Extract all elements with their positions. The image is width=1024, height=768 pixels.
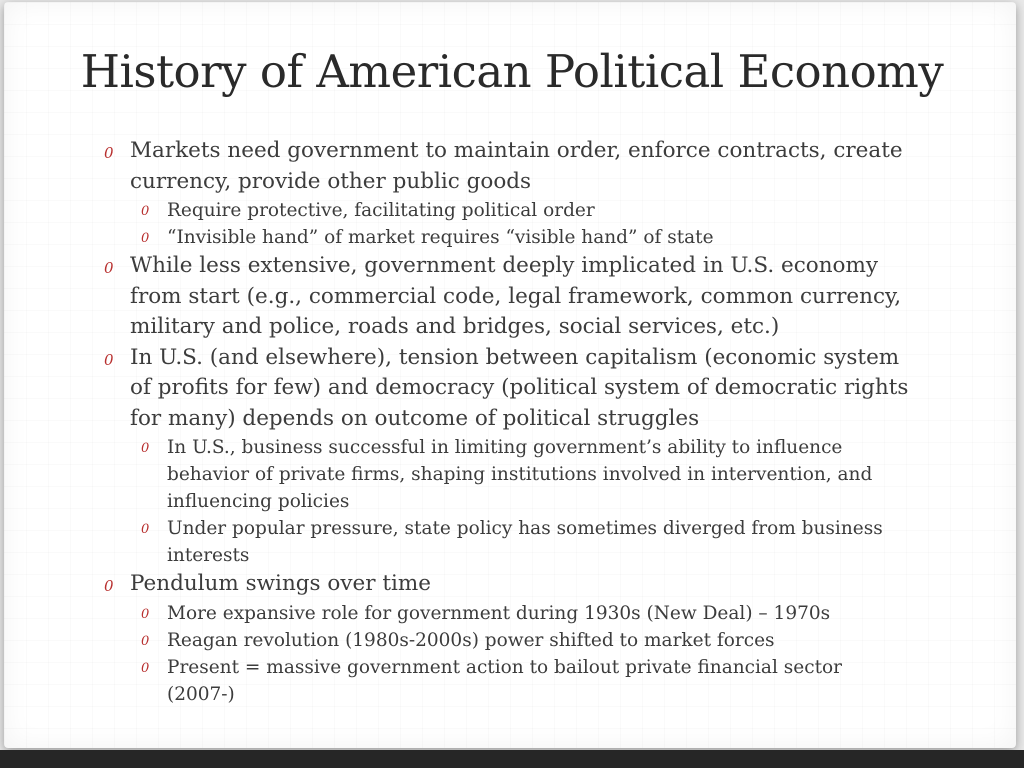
- bullet-icon: 0: [104, 144, 114, 162]
- bullet-text: While less extensive, government deeply implicated in U.S. economy from start (e.g., commercial code, legal framework, common currency, military and police, roads and bridges, social services, etc.): [130, 253, 902, 339]
- bullet-item: [104, 569, 914, 600]
- sub-bullet-item: [141, 197, 914, 224]
- sub-bullet-item: [141, 627, 914, 654]
- sub-bullet-item: [141, 434, 914, 515]
- bullet-icon: 0: [141, 606, 150, 622]
- bullet-text: In U.S. (and elsewhere), tension between capitalism (economic system of profits for few) and democracy (political system of democratic rights for many) depends on outcome of political struggles: [130, 344, 909, 431]
- slide-title: History of American Political Economy: [80, 45, 944, 98]
- bullet-item: [104, 251, 914, 343]
- bullet-text: Markets need government to maintain order, enforce contracts, create currency, provide other public goods: [130, 138, 903, 194]
- sub-bullet-text: In U.S., business successful in limiting government’s ability to influence behavior of private firms, shaping institutions involved in intervention, and influencing policies: [167, 437, 873, 512]
- bullet-icon: 0: [141, 441, 150, 456]
- bullet-icon: 0: [104, 577, 114, 595]
- bullet-icon: 0: [141, 522, 150, 537]
- sub-bullet-text: Under popular pressure, state policy has sometimes diverged from business interests: [167, 518, 883, 566]
- sub-bullet-item: [141, 654, 914, 708]
- bullet-icon: 0: [141, 231, 150, 246]
- sub-bullet-item: [141, 224, 914, 251]
- bottom-edge: [0, 750, 1024, 768]
- sub-bullet-item: [141, 600, 914, 627]
- bullet-item: [104, 343, 914, 435]
- bullet-icon: 0: [141, 660, 150, 676]
- slide-body: [104, 136, 914, 708]
- sub-bullet-text: Require protective, facilitating political order: [167, 200, 595, 221]
- sub-bullet-text: Present = massive government action to bailout private financial sector (2007-): [167, 656, 842, 705]
- bullet-icon: 0: [141, 633, 150, 649]
- sub-bullet-text: Reagan revolution (1980s-2000s) power shifted to market forces: [167, 629, 775, 651]
- bullet-text: Pendulum swings over time: [130, 571, 431, 596]
- sub-bullet-item: [141, 515, 914, 569]
- bullet-icon: 0: [141, 204, 150, 219]
- sub-bullet-text: More expansive role for government during 1930s (New Deal) – 1970s: [167, 602, 831, 624]
- bullet-item: [104, 136, 914, 197]
- bullet-icon: 0: [104, 259, 114, 277]
- sub-bullet-text: “Invisible hand” of market requires “visible hand” of state: [167, 227, 714, 248]
- bullet-icon: 0: [104, 350, 114, 369]
